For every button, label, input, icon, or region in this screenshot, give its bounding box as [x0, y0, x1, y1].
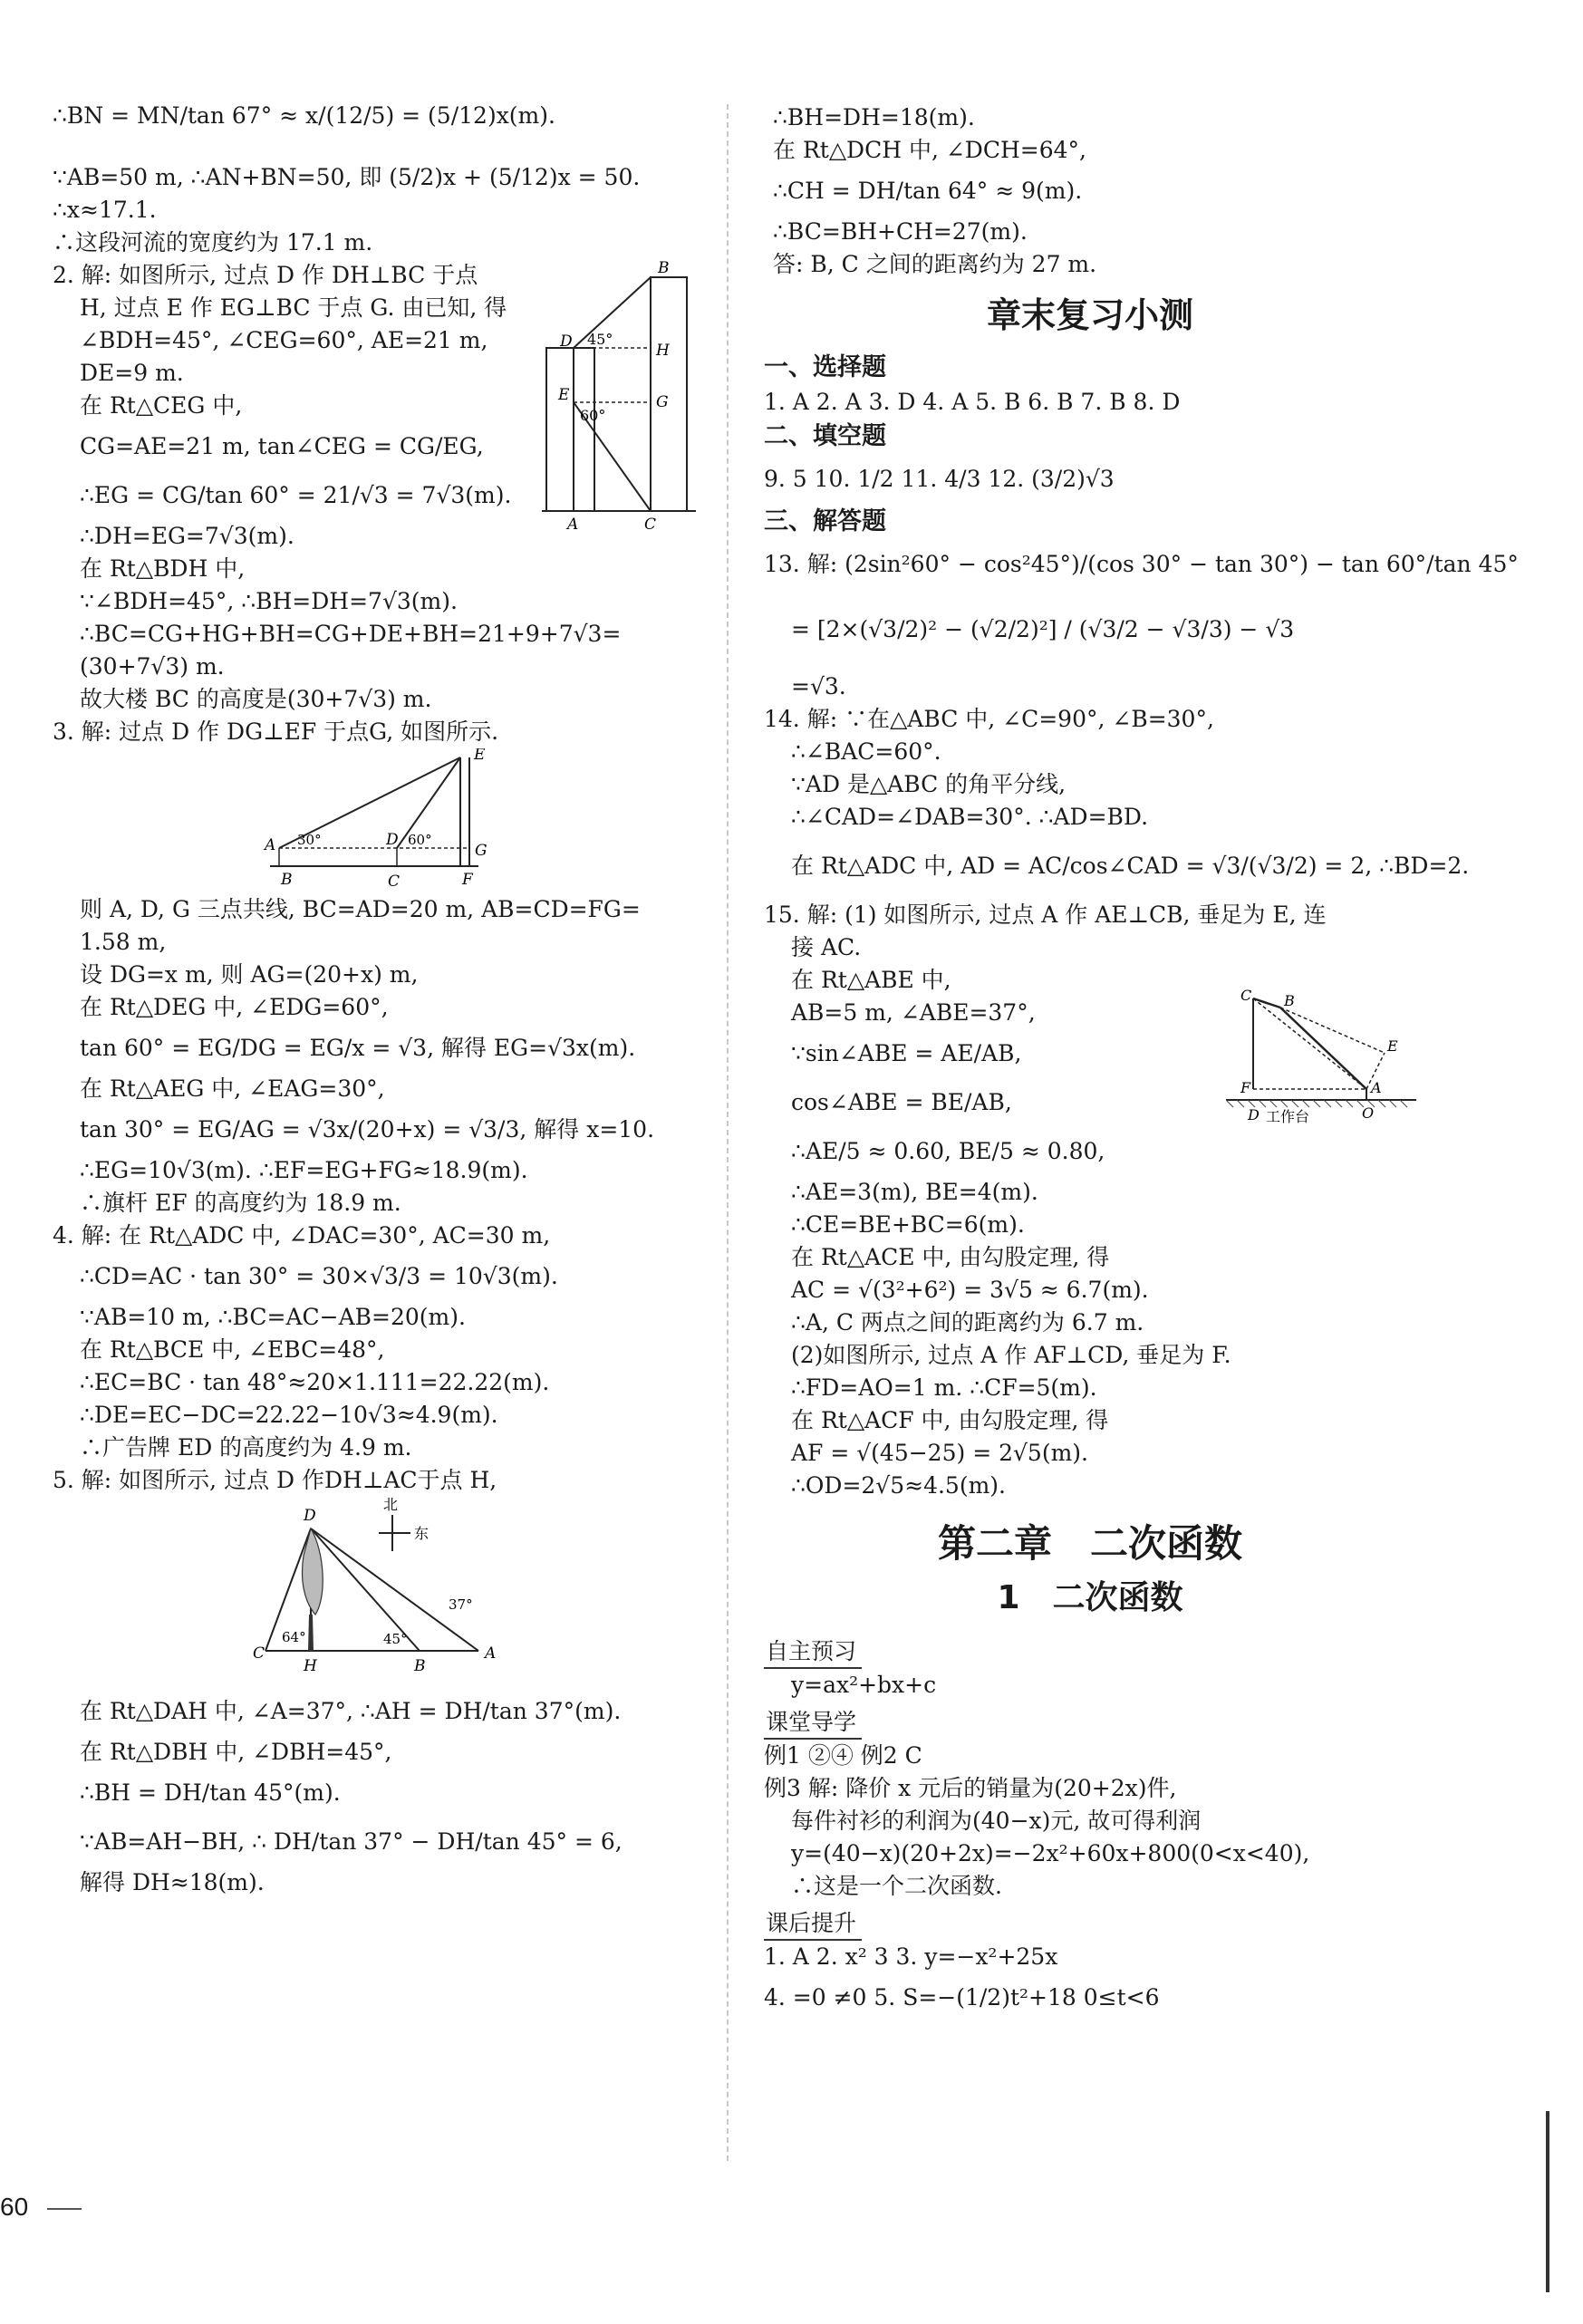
fig-label: 60° [580, 407, 606, 424]
tag-classroom: 课堂导学 [764, 1707, 862, 1740]
line: 在 Rt△DEG 中, ∠EDG=60°, [80, 994, 389, 1020]
line: ∴广告牌 ED 的高度约为 4.9 m. [80, 1434, 412, 1461]
line: 接 AC. [791, 934, 862, 960]
fig-label: A [265, 836, 276, 854]
line: 在 Rt△ADC 中, AD = AC/cos∠CAD = √3/(√3/2) = 2, ∴BD=2. [791, 853, 1470, 879]
line: ∴BC=CG+HG+BH=CG+DE+BH=21+9+7√3= [80, 621, 622, 647]
line: ∴这是一个二次函数. [791, 1873, 1002, 1899]
line: 在 Rt△DBH 中, ∠DBH=45°, [80, 1739, 392, 1765]
right-column [764, 101, 1519, 2022]
line: ∴EG=10√3(m). ∴EF=EG+FG≈18.9(m). [80, 1157, 528, 1183]
fig-label: G [475, 842, 487, 860]
line: 在 Rt△DAH 中, ∠A=37°, ∴AH = DH/tan 37°(m). [80, 1698, 622, 1724]
review-title: 章末复习小测 [986, 295, 1193, 335]
line: 在 Rt△DCH 中, ∠DCH=64°, [773, 137, 1086, 163]
problem-2 [53, 259, 714, 716]
line: ∠BDH=45°, ∠CEG=60°, AE=21 m, [80, 327, 488, 353]
line: ∴CE=BE+BC=6(m). [791, 1211, 1025, 1238]
fig-label: C [644, 516, 657, 534]
line: ∴旗杆 EF 的高度约为 18.9 m. [80, 1190, 401, 1216]
line: ∴FD=AO=1 m. ∴CF=5(m). [791, 1374, 1097, 1401]
fig-label: B [281, 871, 293, 889]
line: AF = √(45−25) = 2√5(m). [791, 1440, 1088, 1466]
preview-answer: y=ax²+bx+c [791, 1672, 937, 1698]
fig-label: B [1284, 992, 1295, 1009]
line: =√3. [791, 673, 846, 699]
figure-tree-5 [247, 1497, 519, 1687]
line: ∵sin∠ABE = AE/AB, [791, 1040, 1022, 1066]
fig-label: D [304, 1507, 316, 1525]
fig-label: D [386, 831, 399, 849]
figure-flagpole-3 [261, 748, 497, 893]
fig-label: A [485, 1644, 497, 1663]
fig-label: E [1387, 1037, 1398, 1055]
page-number: 60 [0, 2193, 29, 2221]
figure-workbench-15 [1226, 971, 1416, 1143]
section-title: 1 二次函数 [997, 1579, 1183, 1616]
line: ∴A, C 两点之间的距离约为 6.7 m. [791, 1309, 1144, 1336]
chapter-title: 第二章 二次函数 [937, 1521, 1242, 1566]
line: 2. 解: 如图所示, 过点 D 作 DH⊥BC 于点 [53, 262, 478, 288]
line: 答: B, C 之间的距离约为 27 m. [773, 251, 1097, 277]
fig-label: 64° [282, 1629, 306, 1645]
fig-label: B [658, 259, 670, 277]
line: ∴EC=BC · tan 48°≈20×1.111=22.22(m). [80, 1369, 550, 1395]
fig-label: C [1240, 987, 1252, 1004]
line: 3. 解: 过点 D 作 DG⊥EF 于点G, 如图所示. [53, 718, 499, 745]
fig-label: H [656, 342, 670, 360]
fig-label: C [388, 873, 401, 891]
line: H, 过点 E 作 EG⊥BC 于点 G. 由已知, 得 [80, 294, 507, 321]
line: ∴AE=3(m), BE=4(m). [791, 1179, 1038, 1205]
line: ∴BH = DH/tan 45°(m). [80, 1779, 341, 1806]
line: 在 Rt△ABE 中, [791, 967, 951, 993]
section-heading: 一、选择题 [764, 353, 886, 381]
page-number-dash [47, 2208, 82, 2210]
line: ∴BH=DH=18(m). [773, 104, 975, 130]
line: (2)如图所示, 过点 A 作 AF⊥CD, 垂足为 F. [791, 1342, 1231, 1368]
line: ∴BC=BH+CH=27(m). [773, 218, 1028, 245]
section-heading: 二、填空题 [764, 422, 886, 450]
line: 在 Rt△BDH 中, [80, 555, 246, 582]
fig-label: H [304, 1657, 317, 1675]
line: 每件衬衫的利润为(40−x)元, 故可得利润 [791, 1808, 1202, 1834]
fig-label: 37° [449, 1596, 473, 1613]
tag-preview: 自主预习 [764, 1636, 862, 1669]
fig-label: G [656, 393, 669, 411]
line: ∴∠CAD=∠DAB=30°. ∴AD=BD. [791, 804, 1149, 830]
fill-answers: 9. 5 10. 1/2 11. 4/3 12. (3/2)√3 [764, 466, 1115, 492]
line: ∵AB=10 m, ∴BC=AC−AB=20(m). [80, 1304, 466, 1330]
line: 例3 解: 降价 x 元后的销量为(20+2x)件, [764, 1775, 1177, 1801]
fig-label: 北 [383, 1497, 399, 1513]
line: 在 Rt△CEG 中, [80, 392, 243, 419]
fig-label: 东 [414, 1525, 430, 1542]
line: = [2×(√3/2)² − (√2/2)²] / (√3/2 − √3/3) − √3 [791, 616, 1295, 642]
line: 1.58 m, [80, 929, 167, 955]
line: ∵AD 是△ABC 的角平分线, [791, 771, 1067, 797]
line: ∵AB=50 m, ∴AN+BN=50, 即 (5/2)x + (5/12)x = 50. [53, 164, 641, 190]
fig-label: 60° [408, 832, 432, 848]
line: 在 Rt△BCE 中, ∠EBC=48°, [80, 1336, 385, 1363]
fig-label: O [1362, 1104, 1375, 1122]
after-answer: 4. =0 ≠0 5. S=−(1/2)t²+18 0≤t<6 [764, 1984, 1160, 2011]
line: 13. 解: (2sin²60° − cos²45°)/(cos 30° − tan 30°) − tan 60°/tan 45° [764, 551, 1519, 577]
line: (30+7√3) m. [80, 653, 225, 680]
fig-label: 30° [297, 832, 322, 848]
fig-label: 工作台 [1266, 1108, 1310, 1125]
fig-label: A [1371, 1079, 1382, 1096]
line: AC = √(3²+6²) = 3√5 ≈ 6.7(m). [791, 1277, 1149, 1303]
fig-label: F [462, 871, 473, 889]
figure-building-2 [542, 259, 723, 540]
line: cos∠ABE = BE/AB, [791, 1089, 1012, 1115]
line: ∴这段河流的宽度约为 17.1 m. [53, 229, 373, 256]
line: y=(40−x)(20+2x)=−2x²+60x+800(0<x<40), [791, 1840, 1310, 1866]
line: ∴CD=AC · tan 30° = 30×√3/3 = 10√3(m). [80, 1263, 558, 1289]
line: DE=9 m. [80, 360, 184, 386]
line: 15. 解: (1) 如图所示, 过点 A 作 AE⊥CB, 垂足为 E, 连 [764, 902, 1327, 928]
line: 在 Rt△AEG 中, ∠EAG=30°, [80, 1075, 385, 1102]
column-divider [727, 104, 729, 2161]
line: ∴DE=EC−DC=22.22−10√3≈4.9(m). [80, 1402, 498, 1428]
left-column [53, 100, 714, 1899]
line: 解得 DH≈18(m). [80, 1869, 265, 1895]
fig-label: D [1248, 1106, 1260, 1123]
fig-label: C [253, 1644, 265, 1663]
tag-after-class: 课后提升 [764, 1908, 862, 1941]
line: ∵∠BDH=45°, ∴BH=DH=7√3(m). [80, 588, 458, 614]
line: CG=AE=21 m, tan∠CEG = CG/EG, [80, 433, 484, 459]
line: ∴AE/5 ≈ 0.60, BE/5 ≈ 0.80, [791, 1138, 1105, 1164]
line: ∴DH=EG=7√3(m). [80, 523, 294, 549]
choice-answers: 1. A 2. A 3. D 4. A 5. B 6. B 7. B 8. D [764, 389, 1181, 415]
line: 14. 解: ∵在△ABC 中, ∠C=90°, ∠B=30°, [764, 706, 1214, 732]
fig-label: A [567, 516, 579, 534]
line: 4. 解: 在 Rt△ADC 中, ∠DAC=30°, AC=30 m, [53, 1222, 551, 1249]
section-heading: 三、解答题 [764, 507, 886, 535]
line: ∴∠BAC=60°. [791, 738, 941, 765]
line: 在 Rt△ACE 中, 由勾股定理, 得 [791, 1244, 1110, 1270]
line: 在 Rt△ACF 中, 由勾股定理, 得 [791, 1407, 1109, 1433]
fig-label: F [1240, 1079, 1251, 1096]
line: AB=5 m, ∠ABE=37°, [791, 999, 1036, 1026]
line: tan 60° = EG/DG = EG/x = √3, 解得 EG=√3x(m). [80, 1035, 636, 1061]
line: 5. 解: 如图所示, 过点 D 作DH⊥AC于点 H, [53, 1467, 497, 1493]
fig-label: 45° [383, 1631, 408, 1647]
line: tan 30° = EG/AG = √3x/(20+x) = √3/3, 解得 x=10. [80, 1116, 655, 1143]
line: 则 A, D, G 三点共线, BC=AD=20 m, AB=CD=FG= [80, 896, 641, 922]
line: ∴BN = MN/tan 67° ≈ x/(12/5) = (5/12)x(m). [53, 102, 555, 129]
fig-label: E [474, 748, 486, 764]
line: ∵AB=AH−BH, ∴ DH/tan 37° − DH/tan 45° = 6, [80, 1828, 623, 1855]
line: ∴x≈17.1. [53, 197, 157, 223]
fig-label: E [558, 386, 570, 404]
line: ∴CH = DH/tan 64° ≈ 9(m). [773, 178, 1083, 204]
binding-edge [1546, 2111, 1549, 2292]
line: ∴EG = CG/tan 60° = 21/√3 = 7√3(m). [80, 482, 512, 508]
line: 故大楼 BC 的高度是(30+7√3) m. [80, 686, 432, 712]
problem-15 [764, 899, 1416, 1502]
fig-label: B [414, 1657, 426, 1675]
after-answer: 1. A 2. x² 3 3. y=−x²+25x [764, 1943, 1058, 1970]
fig-label: D [560, 333, 573, 351]
fig-label: 45° [587, 331, 613, 348]
line: 设 DG=x m, 则 AG=(20+x) m, [80, 961, 419, 988]
examples-answer: 例1 ②④ 例2 C [764, 1742, 922, 1769]
line: ∴OD=2√5≈4.5(m). [791, 1472, 1006, 1499]
